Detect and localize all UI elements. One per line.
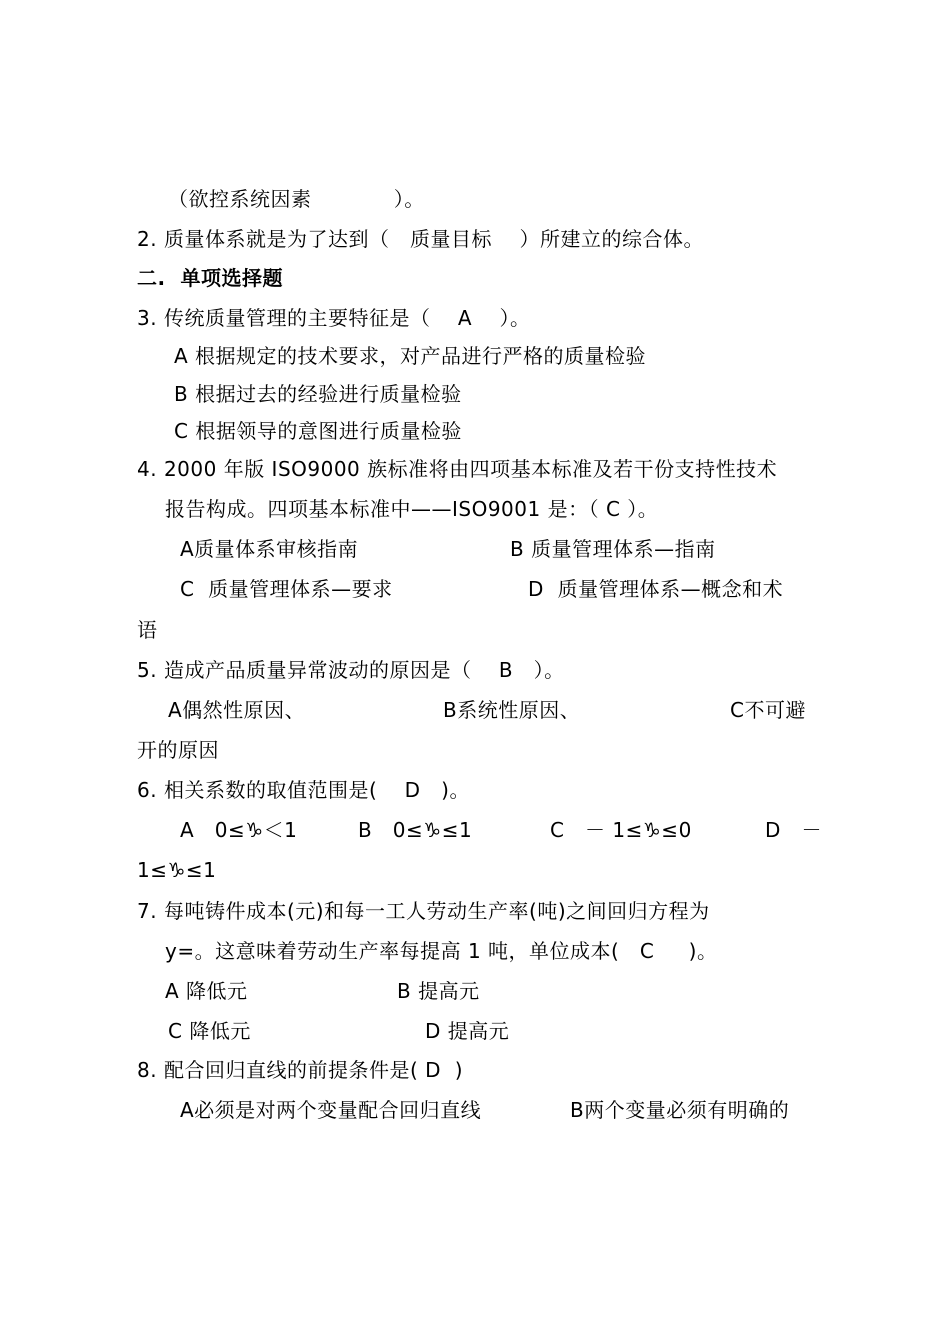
q5-option-c: C不可避 xyxy=(730,698,806,722)
q6-option-d: D － xyxy=(765,818,822,842)
q4-option-d-wrap: 语 xyxy=(137,618,158,642)
q8-option-a: A必须是对两个变量配合回归直线 xyxy=(180,1098,482,1122)
q7-option-d: D 提高元 xyxy=(425,1019,510,1043)
question-7: 7. 每吨铸件成本(元)和每一工人劳动生产率(吨)之间回归方程为 xyxy=(137,899,710,923)
q4-option-a: A质量体系审核指南 xyxy=(180,537,359,561)
section-heading-single-choice: 二. 单项选择题 xyxy=(137,266,284,290)
q4-option-d: D 质量管理体系—概念和术 xyxy=(528,577,784,601)
q6-option-b: B 0≤♑≤1 xyxy=(358,818,473,842)
q6-option-a: A 0≤♑＜1 xyxy=(180,818,298,842)
q3-option-b: B 根据过去的经验进行质量检验 xyxy=(174,382,462,406)
q8-option-b: B两个变量必须有明确的 xyxy=(570,1098,790,1122)
q3-option-c: C 根据领导的意图进行质量检验 xyxy=(174,419,462,443)
q7-option-b: B 提高元 xyxy=(397,979,480,1003)
q5-option-c-wrap: 开的原因 xyxy=(137,738,219,762)
q3-option-a: A 根据规定的技术要求，对产品进行严格的质量检验 xyxy=(174,344,647,368)
question-6: 6. 相关系数的取值范围是( D )。 xyxy=(137,778,470,802)
question-7-continuation: y=。这意味着劳动生产率每提高 1 吨，单位成本( C )。 xyxy=(165,939,718,963)
q6-option-c: C － 1≤♑≤0 xyxy=(550,818,692,842)
q4-option-b: B 质量管理体系—指南 xyxy=(510,537,716,561)
question-4-continuation: 报告构成。四项基本标准中——ISO9001 是：（ C ）。 xyxy=(165,497,659,521)
q7-option-a: A 降低元 xyxy=(165,979,248,1003)
question-5: 5. 造成产品质量异常波动的原因是（ B ）。 xyxy=(137,658,565,682)
answer-line-1-continuation: （欲控系统因素 ）。 xyxy=(168,187,425,211)
question-2: 2. 质量体系就是为了达到（ 质量目标 ）所建立的综合体。 xyxy=(137,227,704,251)
q5-option-b: B系统性原因、 xyxy=(443,698,581,722)
question-3: 3. 传统质量管理的主要特征是（ A ）。 xyxy=(137,306,531,330)
question-8: 8. 配合回归直线的前提条件是( D ) xyxy=(137,1058,464,1082)
question-4: 4. 2000 年版 ISO9000 族标准将由四项基本标准及若干份支持性技术 xyxy=(137,457,778,481)
q6-option-d-wrap: 1≤♑≤1 xyxy=(137,858,217,882)
q4-option-c: C 质量管理体系—要求 xyxy=(180,577,393,601)
q7-option-c: C 降低元 xyxy=(168,1019,251,1043)
q5-option-a: A偶然性原因、 xyxy=(168,698,306,722)
